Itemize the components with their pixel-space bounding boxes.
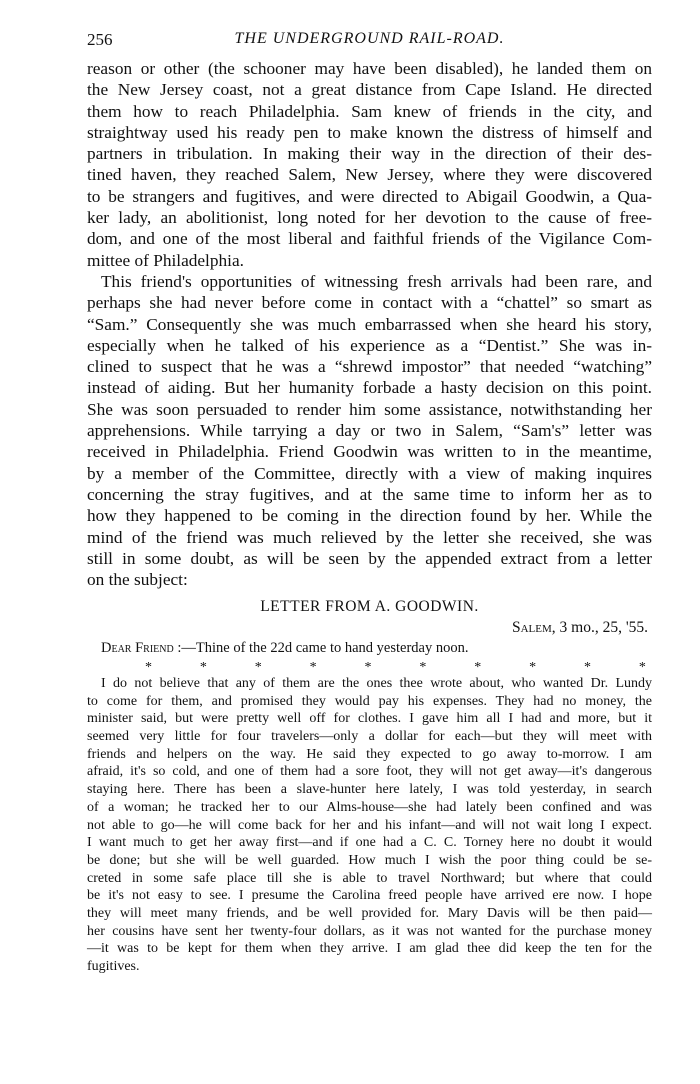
letter-extract [87, 596, 652, 976]
star-mark: * [199, 660, 207, 675]
letter-line: staying here. There has been a slave-hunter here lately, I was told yesterday, in search [87, 782, 652, 798]
letter-line: creted in some safe place till she is able to travel Northward; but where that could [87, 870, 652, 886]
text-line: This friend's opportunities of witnessing fresh arrivals had been rare, and [101, 271, 652, 291]
letter-line: afraid, it's so cold, and one of them had a sore foot, they will not get away—it's dangerous [87, 764, 652, 780]
text-line: concerning the stray fugitives, and at the same time to inform her as to [87, 484, 652, 504]
text-line: on the subject: [87, 570, 188, 590]
letter-line: be it's not easy to see. I presume the Carolina freed people have arrived ere now. I hope [87, 888, 652, 904]
letter-salutation [87, 638, 652, 658]
letter-line: friends and helpers on the way. He said they expected to go away to-morrow. I am [87, 746, 652, 762]
salutation-name: Dear Friend [101, 640, 174, 656]
text-line: by a member of the Committee, directly with a view of making inquires [87, 463, 652, 483]
star-mark: * [638, 660, 646, 675]
text-line: clined to suspect that he was a “shrewd impostor” that needed “watching” [87, 357, 652, 377]
text-line: especially when he talked of his experience as a “Dentist.” She was in- [87, 335, 652, 355]
letter-line: to come for them, and promised they would pay his expenses. They had no money, the [87, 693, 652, 709]
text-line: dom, and one of the most liberal and faithful friends of the Vigilance Com- [87, 229, 652, 249]
star-mark: * [529, 660, 537, 675]
letter-date: , 3 mo., 25, '55. [551, 619, 648, 636]
letter-line: they will meet many friends, and be well provided for. Mary Davis will be then paid— [87, 905, 652, 921]
letter-place: Salem [511, 619, 552, 636]
salutation-text: :—Thine of the 22d came to hand yesterday noon. [173, 640, 469, 656]
star-mark: * [584, 660, 591, 675]
text-line: ker lady, an abolitionist, long noted for her devotion to the cause of free- [87, 208, 652, 228]
star-mark: * [474, 660, 482, 675]
star-mark: * [309, 660, 317, 675]
text-line: instead of aiding. But her humanity forbade a hasty decision on this point. [87, 378, 652, 398]
text-line: mittee of Philadelphia. [87, 250, 244, 270]
running-title: THE UNDERGROUND RAIL-ROAD. [234, 30, 505, 47]
text-line: apprehensions. While tarrying a day or two in Salem, “Sam's” letter was [87, 421, 652, 441]
letter-line: I want much to get her away first—and if one had a C. C. Torney here no doubt it would [87, 835, 652, 851]
text-line: them how to reach Philadelphia. Sam knew of friends in the city, and [87, 101, 652, 121]
letter-line: I do not believe that any of them are the ones thee wrote about, who wanted Dr. Lundy [101, 676, 652, 691]
star-mark: * [145, 660, 152, 675]
star-mark: * [419, 660, 427, 675]
page-number: 256 [87, 30, 113, 49]
text-line: reason or other (the schooner may have been disabled), he landed them on [87, 59, 652, 78]
text-line: mind of the friend was much relieved by the letter she received, she was [87, 527, 652, 547]
letter-line: her cousins have sent her twenty-four dollars, as it was not wanted for the purchase money [87, 923, 652, 939]
letter-line: be done; but she will be well guarded. How much I wish the poor thing could be se- [87, 852, 652, 868]
letter-dateline [87, 617, 652, 638]
star-mark: * [364, 660, 372, 675]
text-line: how they happened to be coming in the direction found by her. While the [87, 506, 652, 526]
text-line: “Sam.” Consequently she was much embarrassed when she heard his story, [87, 314, 652, 334]
ellipsis-stars [87, 658, 652, 675]
text-line: received in Philadelphia. Friend Goodwin was written to in the meantime, [87, 442, 652, 462]
body-text [87, 58, 652, 590]
text-line: partners in tribulation. In making their way in the direction of their des- [87, 144, 652, 164]
running-header [87, 30, 652, 52]
letter-heading: LETTER FROM A. GOODWIN. [260, 598, 479, 615]
text-line: She was soon persuaded to render him some assistance, notwithstanding her [87, 399, 652, 419]
text-line: tined haven, they reached Salem, New Jersey, where they were discovered [87, 165, 652, 185]
letter-line: fugitives. [87, 959, 140, 974]
letter-line: seemed very little for four travelers—only a dollar for each—but they will meet with [87, 729, 652, 745]
text-line: to be strangers and fugitives, and were directed to Abigail Goodwin, a Qua- [87, 186, 652, 206]
star-mark: * [254, 660, 262, 675]
text-line: the New Jersey coast, not a great distance from Cape Island. He directed [87, 80, 652, 100]
text-line: still in some doubt, as will be seen by the appended extract from a letter [87, 548, 652, 568]
text-line: perhaps she had never before come in contact with a “chattel” so smart as [87, 293, 652, 313]
text-line: straightway used his ready pen to make known the distress of himself and [87, 122, 652, 142]
letter-line: —it was to be kept for them when they arrive. I am glad thee did keep the ten for the [87, 941, 652, 957]
letter-text [87, 675, 652, 976]
letter-line: of a woman; he tracked her to our Alms-house—she had lately been confined and was [87, 799, 652, 815]
letter-line: minister said, but were pretty well off for clothes. I gave him all I had and more, but it [87, 711, 652, 727]
letter-line: not able to go—he will come back for her and his infant—and will not wait long I expect. [87, 817, 652, 833]
